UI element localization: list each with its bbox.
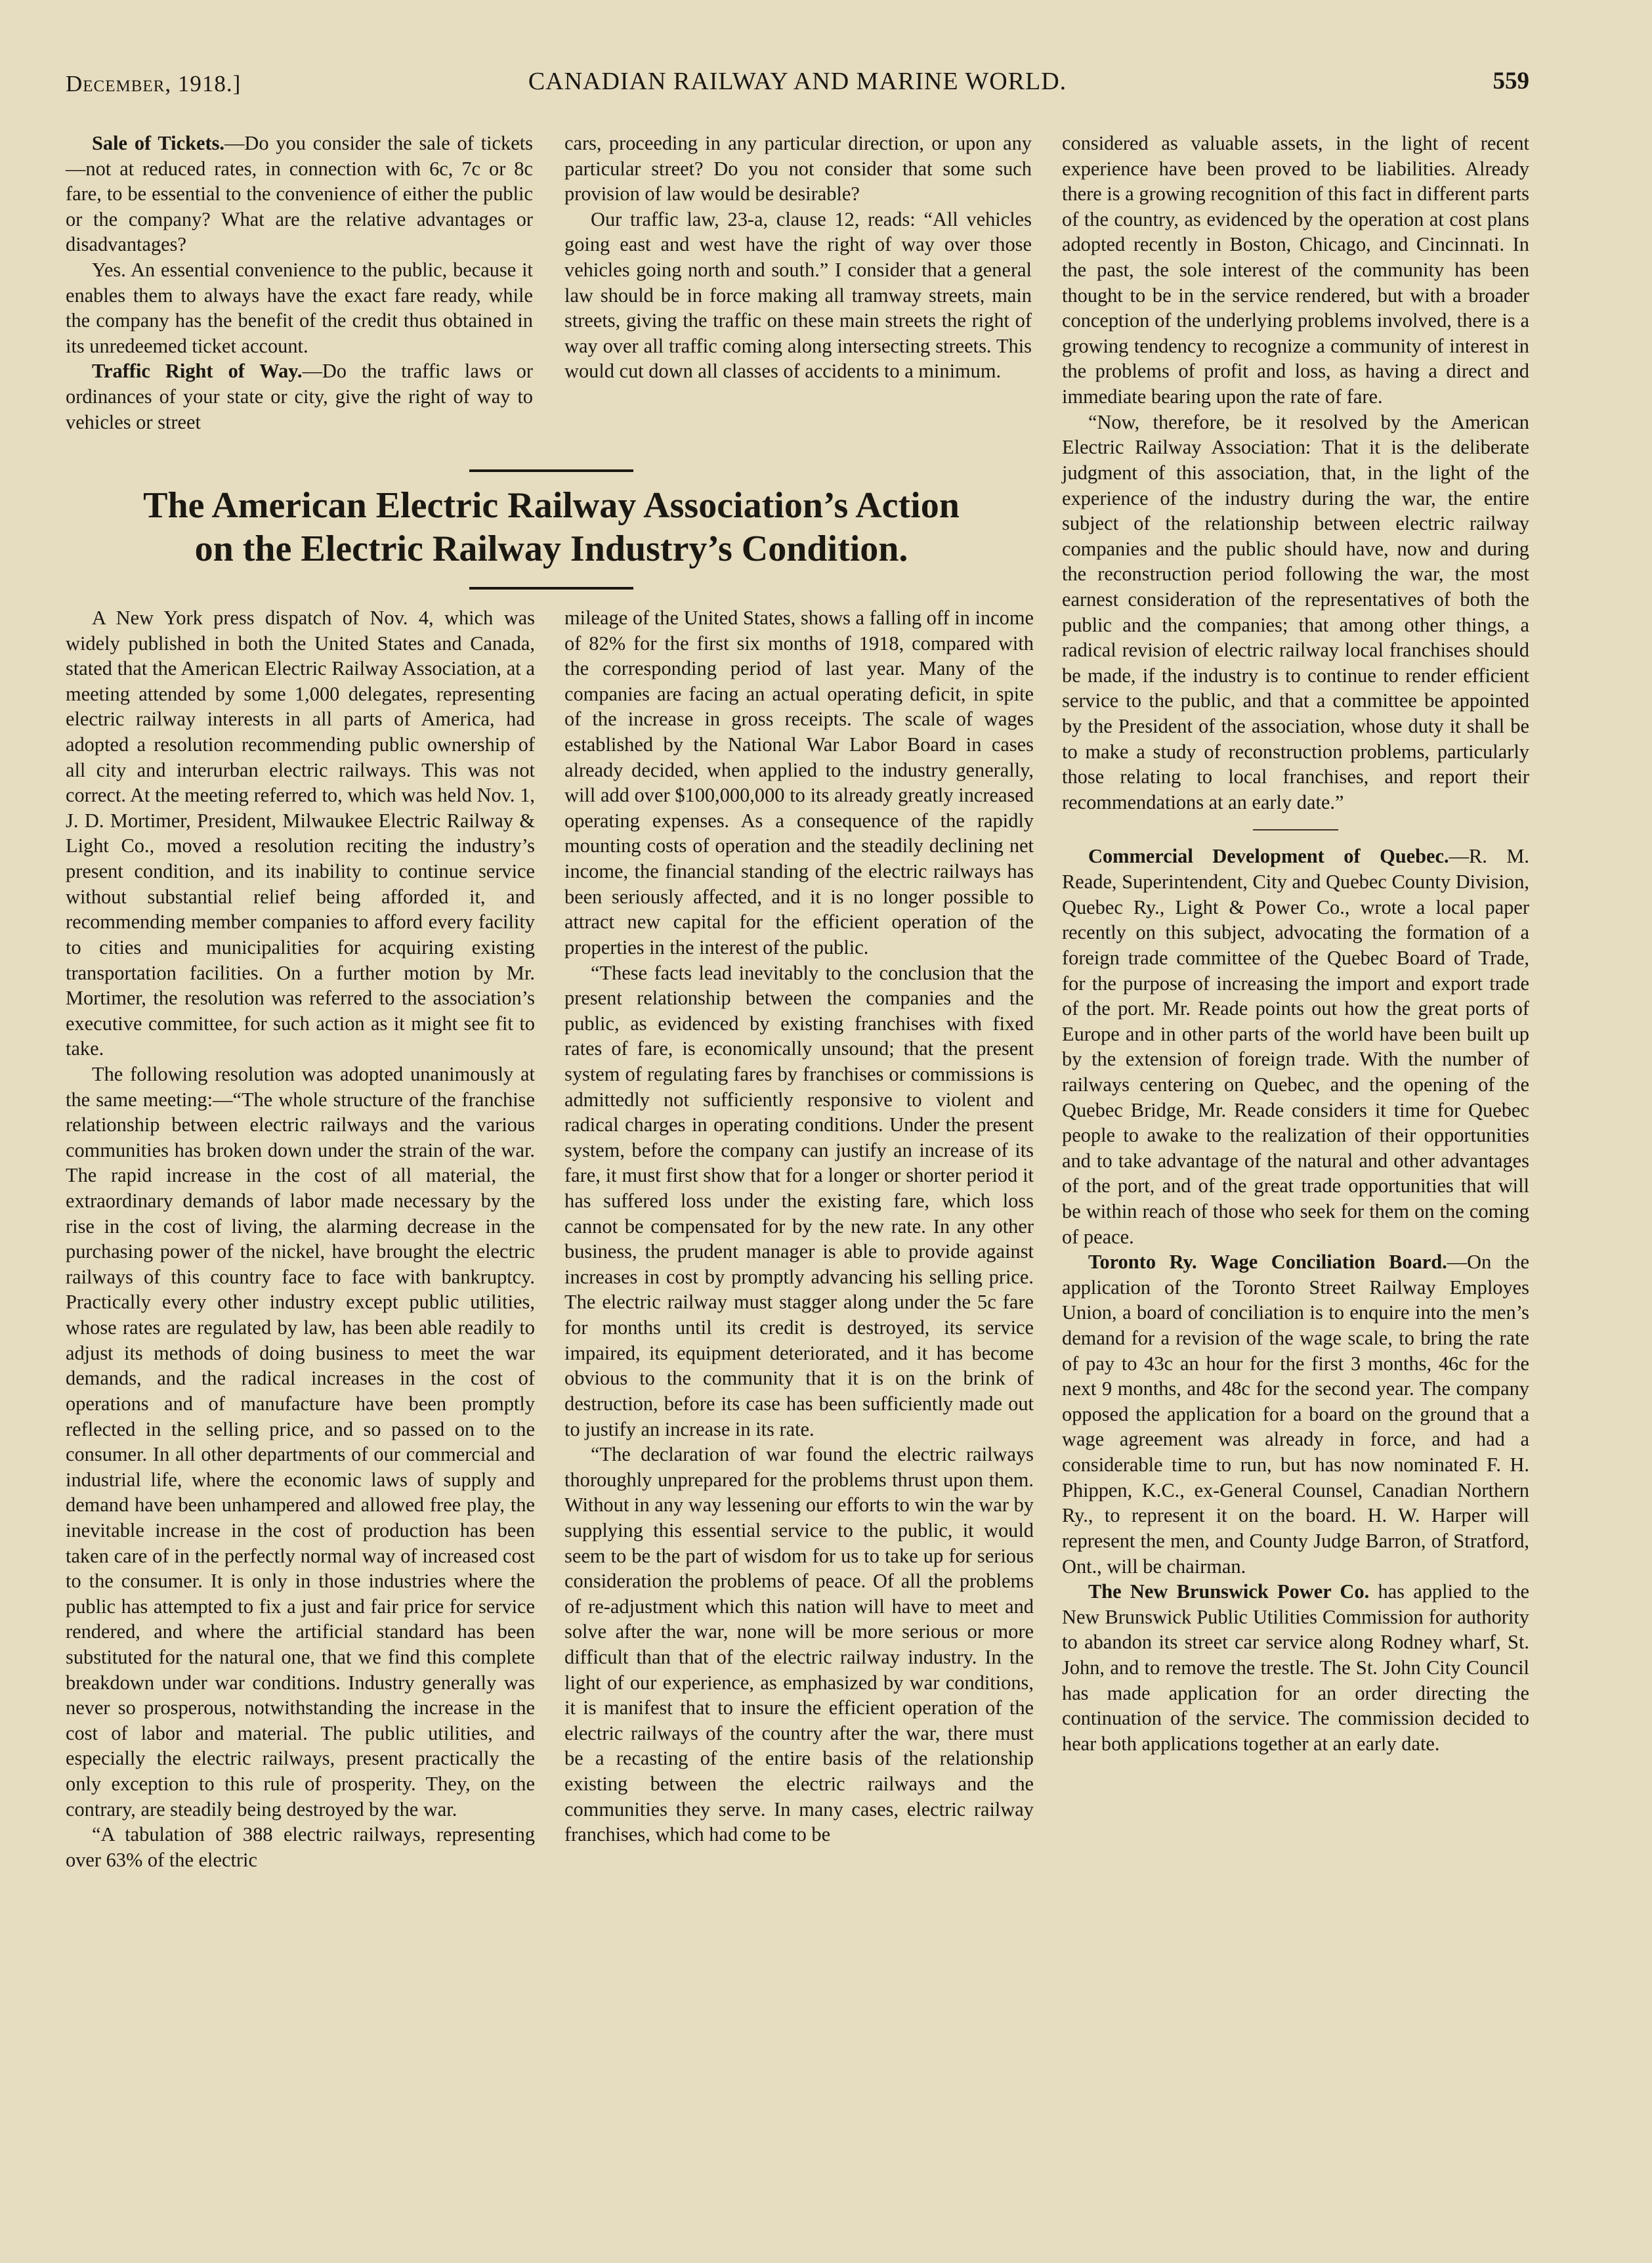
top-column-2 xyxy=(564,131,1032,384)
paragraph-text: —On the application of the Toronto Street Railway Employes Union, a board of conciliation is to enquire into the men’s demand for a revision of the wage scale, to bring the rate of pay to 43c an hour for the first 3 months, 46c for the next 9 months, and 48c for the second year. The company opposed the application for a board on the ground that a wage agreement was already in force, and had a considerable time to run, but has now nominated F. H. Phippen, K.C., ex-General Counsel, Canadian Northern Ry., to represent it on the board. H. W. Harper will represent the men, and County Judge Barron, of Stratford, Ont., will be chairman. xyxy=(1062,1251,1529,1578)
paragraph: The following resolution was adopted unanimously at the same meeting:—“The whole structure of the franchise relationship between electric railways and the various communities has broken down under the strain of the war. The rapid increase in the cost of all material, the extraordinary demands of labor made necessary by the rise in the cost of living, the alarming decrease in the purchasing power of the nickel, have brought the electric railways of this country face to face with bankruptcy. Practically every other industry except public utilities, whose rates are regulated by law, has been able readily to adjust its methods of doing business to meet the war demands, and the radical increases in the cost of operations and of manufacture have been promptly reflected in the selling price, and so passed on to the consumer. In all other departments of our commercial and industrial life, where the economic laws of supply and demand have been unhampered and allowed free play, the inevitable increase in the cost of production has been taken care of in the perfectly normal way of increased cost to the consumer. It is only in those industries where the public has attempted to fix a just and fair price for service rendered, and where the artificial standard has been substituted for the natural one, that we find this complete breakdown under war conditions. Industry generally was never so prosperous, notwithstanding the increase in the cost of labor and material. The public utilities, and especially the electric railways, present practically the only exception to this rule of prosperity. They, on the contrary, are steadily being destroyed by the war. xyxy=(66,1062,535,1821)
article-headline xyxy=(53,485,1050,571)
paragraph-answer xyxy=(66,257,533,358)
runin-heading: Sale of Tickets. xyxy=(92,132,225,154)
journal-title: CANADIAN RAILWAY AND MARINE WORLD. xyxy=(528,68,1067,95)
runin-heading: The New Brunswick Power Co. xyxy=(1088,1580,1370,1603)
runin-heading: Traffic Right of Way. xyxy=(92,360,303,383)
running-head xyxy=(66,63,1529,96)
paragraph-text: —Do the traffic laws or ordinances of your state or city, give the right of way to vehicles or street xyxy=(66,360,533,433)
issue-date: December, 1918.] xyxy=(66,71,242,97)
paragraph-text: Yes. An essential convenience to the public, because it enables them to always have the exact fare ready, while the company has the benefit of the credit thus obtained in its unredeemed ticket account. xyxy=(66,259,533,357)
article-column-2 xyxy=(564,605,1034,1847)
paragraph: Our traffic law, 23-a, clause 12, reads: “All vehicles going east and west have the right of way over those vehicles going north and south.” I consider that a general law should be in force making all tramway streets, main streets, giving the traffic on these main streets the right of way over all traffic coming along intersecting streets. This would cut down all classes of accidents to a minimum. xyxy=(564,207,1032,383)
paragraph-sale-of-tickets xyxy=(66,131,533,257)
article-column-1 xyxy=(66,605,535,1872)
paragraph-text: —R. M. Reade, Superintendent, City and Quebec County Division, Quebec Ry., Light & Power Co., wrote a local paper recently on this subject, advocating the formation of a foreign trade committee of the Quebec Board of Trade, for the purpose of increasing the import and export trade of the port. Mr. Reade points out how the great ports of Europe and in other parts of the world have been built up by the extension of foreign trade. With the number of railways centering on Quebec, and the opening of the Quebec Bridge, Mr. Reade considers it time for Quebec people to awake to the realization of their opportunities and to take advantage of the natural and other advantages of the port, and of the great trade opportunities that will be within reach of those who seek for them on the coming of peace. xyxy=(1062,845,1529,1248)
headline-rule-bottom xyxy=(469,587,633,590)
top-column-1 xyxy=(66,131,533,435)
paragraph: “A tabulation of 388 electric railways, representing over 63% of the electric xyxy=(66,1823,535,1871)
paragraph: mileage of the United States, shows a falling off in income of 82% for the first six months of 1918, compared with the corresponding period of last year. Many of the companies are facing an actual operating deficit, in spite of the increase in gross receipts. The scale of wages established by the National War Labor Board in cases already decided, when applied to the industry generally, will add over $100,000,000 to its already greatly increased operating expenses. As a consequence of the rapidly mounting costs of operation and the steadily declining net income, the financial standing of the electric railways has been seriously affected, and it is no longer possible to attract new capital for the efficient operation of the properties in the interest of the public. xyxy=(564,607,1034,959)
paragraph: A New York press dispatch of Nov. 4, which was widely published in both the United States and Canada, stated that the American Electric Railway Association, at a meeting attended by some 1,000 delegates, representing electric railway interests in all parts of America, had adopted a resolution recommending public ownership of all city and interurban electric railways. This was not correct. At the meeting referred to, which was held Nov. 1, J. D. Mortimer, President, Milwaukee Electric Railway & Light Co., moved a resolution reciting the industry’s present condition, and its inability to continue service without substantial relief being afforded it, and recommending member companies to afford every facility to cities and municipalities for acquiring existing transportation facilities. On a further motion by Mr. Mortimer, the resolution was referred to the association’s executive committee, for such action as it might see fit to take. xyxy=(66,607,535,1060)
headline-rule-top xyxy=(469,469,633,472)
column-separator-rule xyxy=(1253,829,1338,830)
paragraph: “Now, therefore, be it resolved by the American Electric Railway Association: That it is the deliberate judgment of this association, that, in the light of the experience of the industry during the war, the entire subject of the relationship between electric railway companies and the public should have, now and during the reconstruction period following the war, the most earnest consideration of the representatives of both the public and the companies; that among other things, a radical revision of electric railway local franchises should be made, if the industry is to continue to render efficient service to the public, and that a committee be appointed by the President of the association, whose duty it shall be to make a study of reconstruction problems, particularly those relating to local franchises, and report their recommendations at an early date.” xyxy=(1062,410,1529,813)
headline-line-2: on the Electric Railway Industry’s Condition. xyxy=(194,528,908,569)
paragraph: considered as valuable assets, in the light of recent experience have been proved to be liabilities. Already there is a growing recognition of this fact in different parts of the country, as evidenced by the operation at cost plans adopted recently in Boston, Chicago, and Cincinnati. In the past, the sole interest of the community has been thought to be in the service rendered, but with a broader conception of the underlying problems involved, there is a growing tendency to recognize a community of interest in the problems of profit and loss, as having a direct and immediate bearing upon the rate of fare. xyxy=(1062,132,1529,408)
news-item-toronto xyxy=(1062,1249,1529,1579)
paragraph: cars, proceeding in any particular direction, or upon any particular street? Do you not consider that some such provision of law would be desirable? xyxy=(564,132,1032,205)
runin-heading: Toronto Ry. Wage Conciliation Board. xyxy=(1088,1251,1447,1274)
paragraph: “These facts lead inevitably to the conclusion that the present relationship between the companies and the public, as evidenced by existing franchises with fixed rates of fare, is economically unsound; that the present system of regulating fares by franchises or commissions is admittedly not sufficiently responsive to violent and radical charges in operating conditions. Under the present system, before the company can justify an increase of its fare, it must first show that for a longer or shorter period it has suffered loss under the existing fare, which loss cannot be compensated for by the new rate. In any other business, the prudent manager is able to provide against increases in cost by promptly advancing his selling price. The electric railway must stagger along under the 5c fare for months until its credit is destroyed, its service impaired, its equipment deteriorated, and it has become obvious to the community that it is on the brink of destruction, before its case has been sufficiently made out to justify an increase in its rate. xyxy=(564,961,1034,1440)
news-item-quebec xyxy=(1062,844,1529,1249)
runin-heading: Commercial Development of Quebec. xyxy=(1088,845,1449,868)
paragraph-text: has applied to the New Brunswick Public Utilities Commission for authority to abandon its street car service along Rodney wharf, St. John, and to remove the trestle. The St. John City Council has made application for an order directing the continuation of the service. The commission decided to hear both applications together at an early date. xyxy=(1062,1580,1530,1755)
paragraph-traffic-right-of-way xyxy=(66,358,533,435)
paragraph: “The declaration of war found the electric railways thoroughly unprepared for the problems thrust upon them. Without in any way lessening our efforts to win the war by supplying this essential service to the public, it would seem to be the part of wisdom for us to take up for serious consideration the problems of peace. Of all the problems of re-adjustment which this nation will have to meet and solve after the war, none will be more serious or more difficult than that of the electric railway industry. In the light of our experience, as emphasized by war conditions, it is manifest that to insure the efficient operation of the electric railways of the country after the war, there must be a recasting of the entire basis of the relationship existing between the electric railways and the communities they serve. In many cases, electric railway franchises, which had come to be xyxy=(564,1443,1034,1846)
right-column xyxy=(1062,131,1529,1756)
news-item-new-brunswick xyxy=(1062,1579,1529,1756)
paragraph-text: —Do you consider the sale of tickets—not at reduced rates, in connection with 6c, 7c or 8c fare, to be essential to the convenience of either the public or the company? What are the relative advantages or disadvantages? xyxy=(66,132,533,256)
headline-line-1: The American Electric Railway Association’s Action xyxy=(143,485,960,526)
page-number: 559 xyxy=(1493,68,1529,95)
